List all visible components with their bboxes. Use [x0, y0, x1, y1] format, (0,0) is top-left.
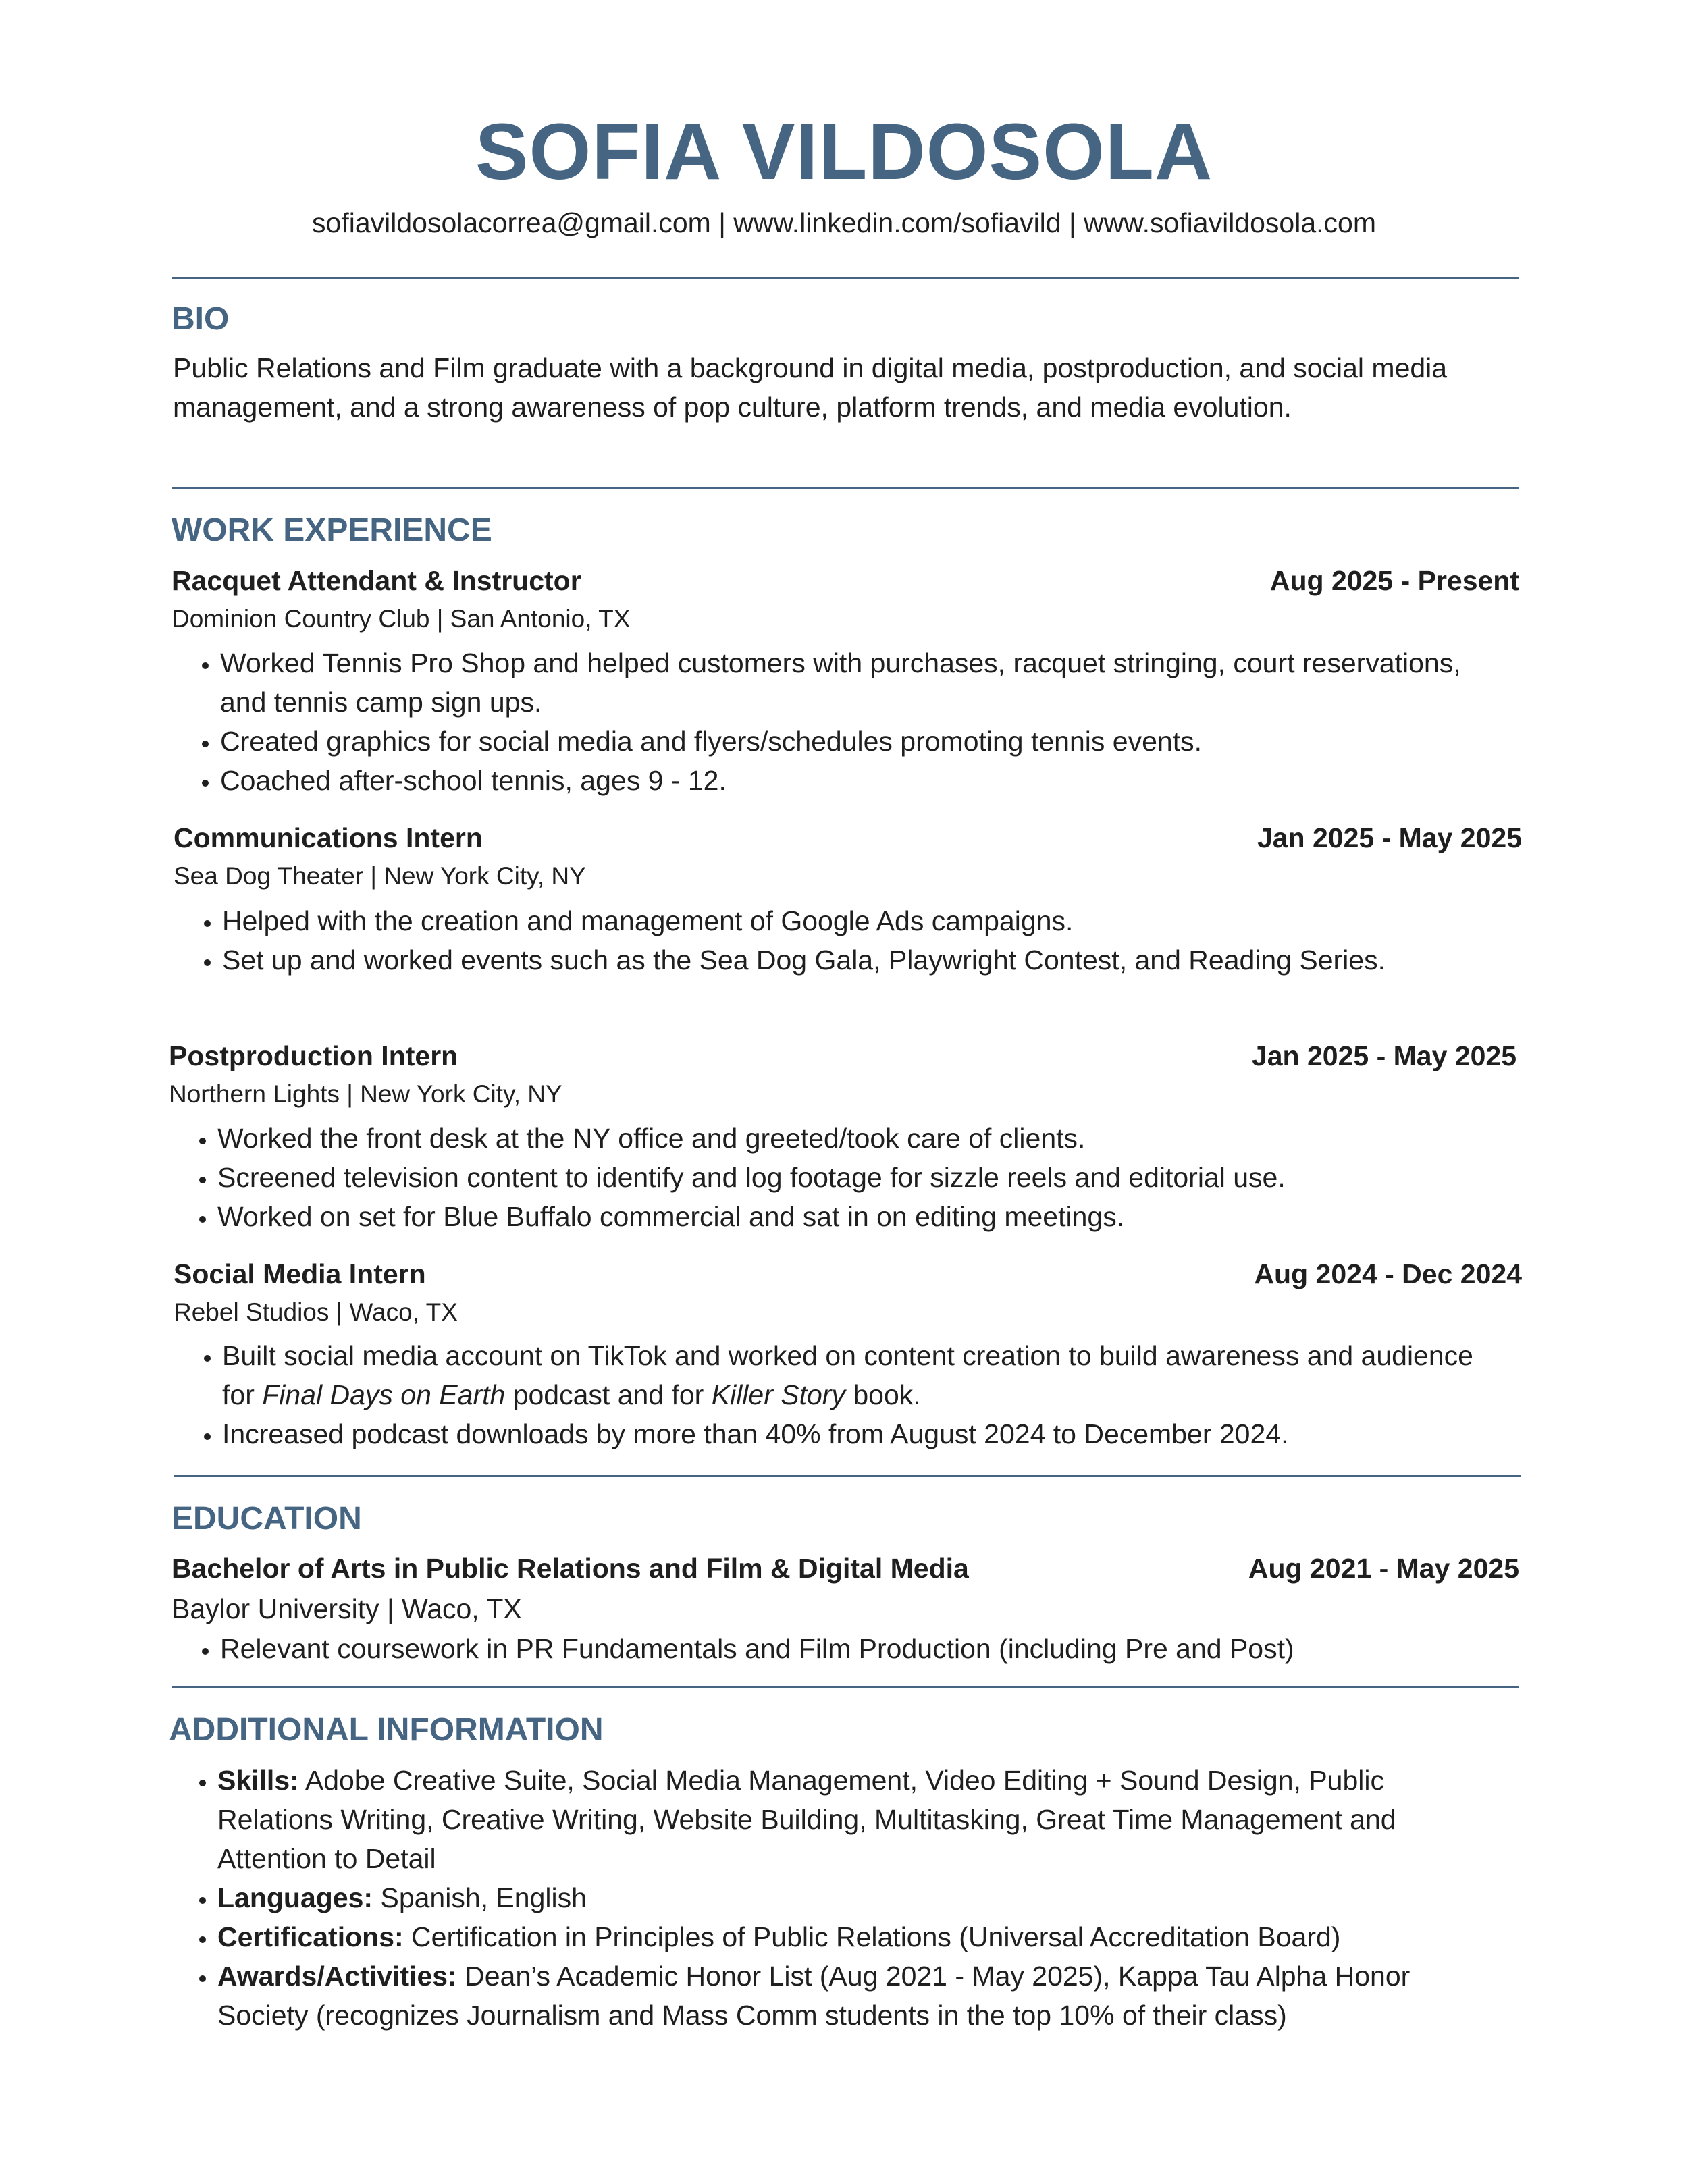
- job-dates: Aug 2025 - Present: [1269, 565, 1519, 596]
- additional-bullets: [169, 1761, 1480, 2035]
- bullet-item: • Certifications: Certification in Principles of Public Relations (Universal Accreditation Board): [217, 1917, 1480, 1956]
- degree-dates: Aug 2021 - May 2025: [1248, 1553, 1519, 1584]
- bullet-item: • Relevant coursework in PR Fundamentals and Film Production (including Pre and Post): [220, 1629, 1503, 1668]
- job-bullets: [169, 1119, 1500, 1236]
- bullet-item: • Worked on set for Blue Buffalo commercial and sat in on editing meetings.: [217, 1197, 1500, 1236]
- job-org: Northern Lights | New York City, NY: [169, 1080, 562, 1108]
- item-label: Skills:: [217, 1765, 299, 1796]
- job-title: Racquet Attendant & Instructor: [172, 565, 581, 596]
- job-org: Dominion Country Club | San Antonio, TX: [172, 605, 631, 633]
- education-bullets: [172, 1629, 1503, 1668]
- podcast-title: Final Days on Earth: [262, 1379, 506, 1410]
- item-label: Certifications:: [217, 1921, 404, 1952]
- education-heading: EDUCATION: [172, 1501, 362, 1537]
- job-bullets: [174, 1336, 1505, 1454]
- bullet-item: • Languages: Spanish, English: [217, 1878, 1480, 1917]
- bullet-item: • Skills: Adobe Creative Suite, Social Media Management, Video Editing + Sound Design, Public Relations Writing, Creative Writing, Website Building, Multitasking, Great Time Management and Attention to Detail: [217, 1761, 1480, 1878]
- bullet-item: • Coached after-school tennis, ages 9 - 12.: [220, 761, 1503, 800]
- additional-heading: ADDITIONAL INFORMATION: [169, 1712, 604, 1748]
- bio-text: Public Relations and Film graduate with a background in digital media, postproduction, and social media management, and a strong awareness of pop culture, platform trends, and media evolution.: [173, 352, 1448, 423]
- job-bullets: [172, 643, 1503, 800]
- job-title: Social Media Intern: [174, 1258, 426, 1289]
- bullet-item: • Screened television content to identify and log footage for sizzle reels and editorial use.: [217, 1158, 1500, 1197]
- job-dates: Jan 2025 - May 2025: [1257, 822, 1522, 853]
- bullet-item: • Worked Tennis Pro Shop and helped customers with purchases, racquet stringing, court reservations, and tennis camp sign ups.: [220, 643, 1503, 722]
- bullet-item: • Created graphics for social media and flyers/schedules promoting tennis events.: [220, 722, 1503, 761]
- degree-title: Bachelor of Arts in Public Relations and Film & Digital Media: [172, 1553, 969, 1584]
- job-title: Communications Intern: [174, 822, 483, 853]
- divider: [174, 1475, 1521, 1477]
- contact-line: sofiavildosolacorrea@gmail.com | www.linkedin.com/sofiavild | www.sofiavildosola.com: [312, 207, 1376, 238]
- bullet-item: • Increased podcast downloads by more than 40% from August 2024 to December 2024.: [222, 1414, 1505, 1454]
- school-name: Baylor University | Waco, TX: [172, 1593, 522, 1624]
- divider: [172, 277, 1519, 279]
- item-label: Awards/Activities:: [217, 1961, 457, 1992]
- job-dates: Jan 2025 - May 2025: [1251, 1040, 1516, 1071]
- job-dates: Aug 2024 - Dec 2024: [1254, 1258, 1522, 1289]
- item-label: Languages:: [217, 1882, 373, 1913]
- bio-heading: BIO: [172, 301, 230, 337]
- bullet-item: • Awards/Activities: Dean’s Academic Honor List (Aug 2021 - May 2025), Kappa Tau Alpha Honor Society (recognizes Journalism and Mass Comm students in the top 10% of their class): [217, 1956, 1480, 2035]
- job-bullets: [174, 901, 1505, 980]
- divider: [172, 487, 1519, 489]
- job-org: Sea Dog Theater | New York City, NY: [174, 862, 586, 890]
- candidate-name: SOFIA VILDOSOLA: [475, 107, 1213, 196]
- job-org: Rebel Studios | Waco, TX: [174, 1298, 458, 1326]
- book-title: Killer Story: [711, 1379, 845, 1410]
- bullet-item: • Worked the front desk at the NY office and greeted/took care of clients.: [217, 1119, 1500, 1158]
- work-heading: WORK EXPERIENCE: [172, 512, 492, 548]
- job-title: Postproduction Intern: [169, 1040, 458, 1071]
- divider: [172, 1686, 1519, 1688]
- bullet-item: • Built social media account on TikTok and worked on content creation to build awareness and audience for Final Days on Earth podcast and for Killer Story book.: [222, 1336, 1505, 1414]
- bullet-item: • Set up and worked events such as the Sea Dog Gala, Playwright Contest, and Reading Series.: [222, 940, 1505, 980]
- bullet-item: • Helped with the creation and management of Google Ads campaigns.: [222, 901, 1505, 940]
